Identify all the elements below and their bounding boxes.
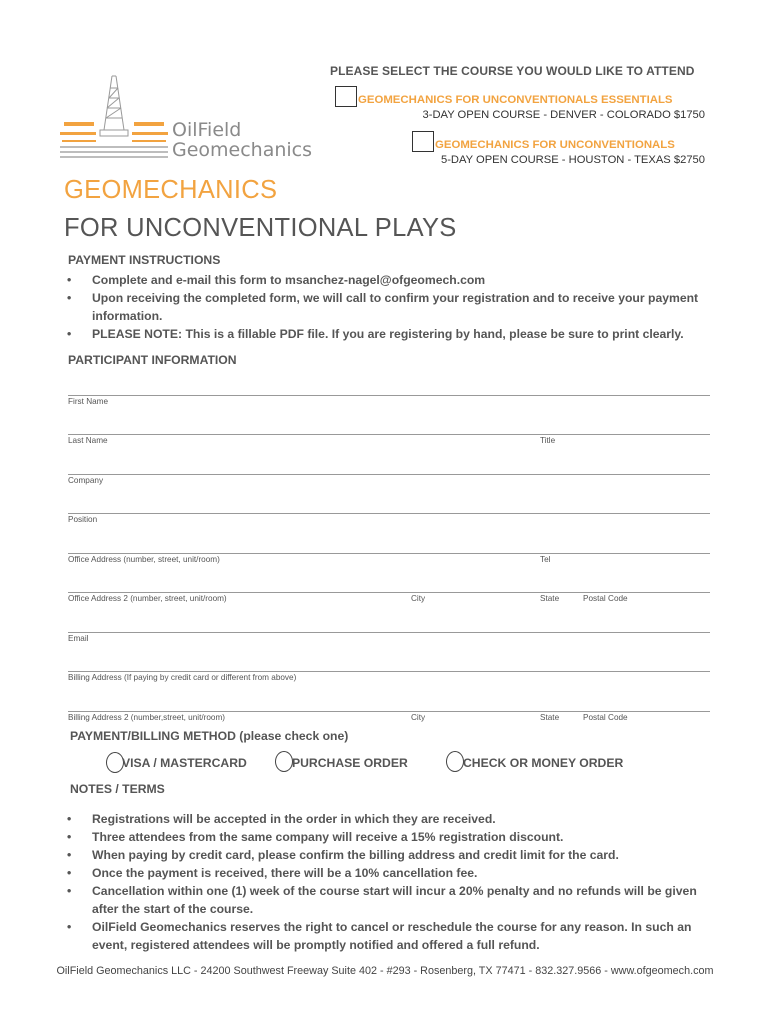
list-item: • Cancellation within one (1) week of the course start will incur a 20% penalty and no refunds will be given after the start of the course. [66,882,726,918]
billing-address2-field[interactable] [68,711,710,712]
position-label: Position [68,515,98,524]
payment-method-hint: (please check one) [239,729,349,743]
page-subtitle: FOR UNCONVENTIONAL PLAYS [64,214,457,242]
payment-instructions-title: PAYMENT INSTRUCTIONS [68,253,221,267]
course-essentials-detail: 3-DAY OPEN COURSE - DENVER - COLORADO $1750 [422,109,705,121]
billing-address-label: Billing Address (If paying by credit card or different from above) [68,673,297,682]
course-select-title: PLEASE SELECT THE COURSE YOU WOULD LIKE TO ATTEND [330,64,695,78]
payment-check-label: CHECK OR MONEY ORDER [463,756,624,770]
course-full-detail: 5-DAY OPEN COURSE - HOUSTON - TEXAS $2750 [440,154,705,166]
billing-city-label: City [411,713,426,722]
office-address2-label: Office Address 2 (number, street, unit/room) [68,594,227,603]
list-item: • Upon receiving the completed form, we will call to confirm your registration and to receive your payment information. [66,289,716,325]
title-label: Title [540,436,556,445]
first-name-label: First Name [68,397,109,406]
state-label: State [540,594,560,603]
payment-visa-label: VISA / MASTERCARD [122,756,247,770]
office-address-field[interactable] [68,553,710,554]
notes-list [66,810,726,954]
first-name-field[interactable] [68,395,710,396]
list-item: • OilField Geomechanics reserves the right to cancel or reschedule the course for any reason. In such an event, registered attendees will be promptly notified and offered a full refund. [66,918,726,954]
office-address-label: Office Address (number, street, unit/room) [68,555,220,564]
page-footer: OilField Geomechanics LLC - 24200 Southwest Freeway Suite 402 - #293 - Rosenberg, TX 77471 - 832.327.9566 - www.ofgeomech.com [56,965,714,977]
drilling-rig-icon [60,72,170,162]
postal-code-label: Postal Code [583,594,628,603]
position-field[interactable] [68,513,710,514]
billing-postal-code-label: Postal Code [583,713,628,722]
payment-check-radio[interactable] [446,751,464,772]
list-item: • Once the payment is received, there will be a 10% cancellation fee. [66,864,726,882]
logo-text-oilfield: OilField [172,119,242,141]
company-logo [60,68,320,168]
company-label: Company [68,476,104,485]
course-essentials-checkbox[interactable] [335,86,357,107]
billing-state-label: State [540,713,560,722]
list-item: • Complete and e-mail this form to msanchez-nagel@ofgeomech.com [66,271,716,289]
course-full-name: GEOMECHANICS FOR UNCONVENTIONALS [435,139,675,151]
city-label: City [411,594,426,603]
payment-method-title-text: PAYMENT/BILLING METHOD [70,729,236,743]
notes-title: NOTES / TERMS [70,782,165,796]
email-field[interactable] [68,632,710,633]
page-title: GEOMECHANICS [64,176,278,204]
list-item: • When paying by credit card, please confirm the billing address and credit limit for the card. [66,846,726,864]
payment-instructions-list [66,271,716,343]
billing-address2-label: Billing Address 2 (number,street, unit/room) [68,713,225,722]
payment-po-label: PURCHASE ORDER [292,756,408,770]
list-item: • Three attendees from the same company will receive a 15% registration discount. [66,828,726,846]
email-label: Email [68,634,89,643]
last-name-label: Last Name [68,436,108,445]
last-name-field[interactable] [68,434,710,435]
payment-po-radio[interactable] [275,751,293,772]
course-full-checkbox[interactable] [412,131,434,152]
logo-text-geomechanics: Geomechanics [172,139,313,161]
list-item: • Registrations will be accepted in the order in which they are received. [66,810,726,828]
billing-address-field[interactable] [68,671,710,672]
list-item: • PLEASE NOTE: This is a fillable PDF file. If you are registering by hand, please be sure to print clearly. [66,325,716,343]
tel-label: Tel [540,555,551,564]
payment-method-title [70,729,348,743]
participant-info-title: PARTICIPANT INFORMATION [68,353,237,367]
office-address2-field[interactable] [68,592,710,593]
company-field[interactable] [68,474,710,475]
course-essentials-name: GEOMECHANICS FOR UNCONVENTIONALS ESSENTIALS [358,94,673,106]
